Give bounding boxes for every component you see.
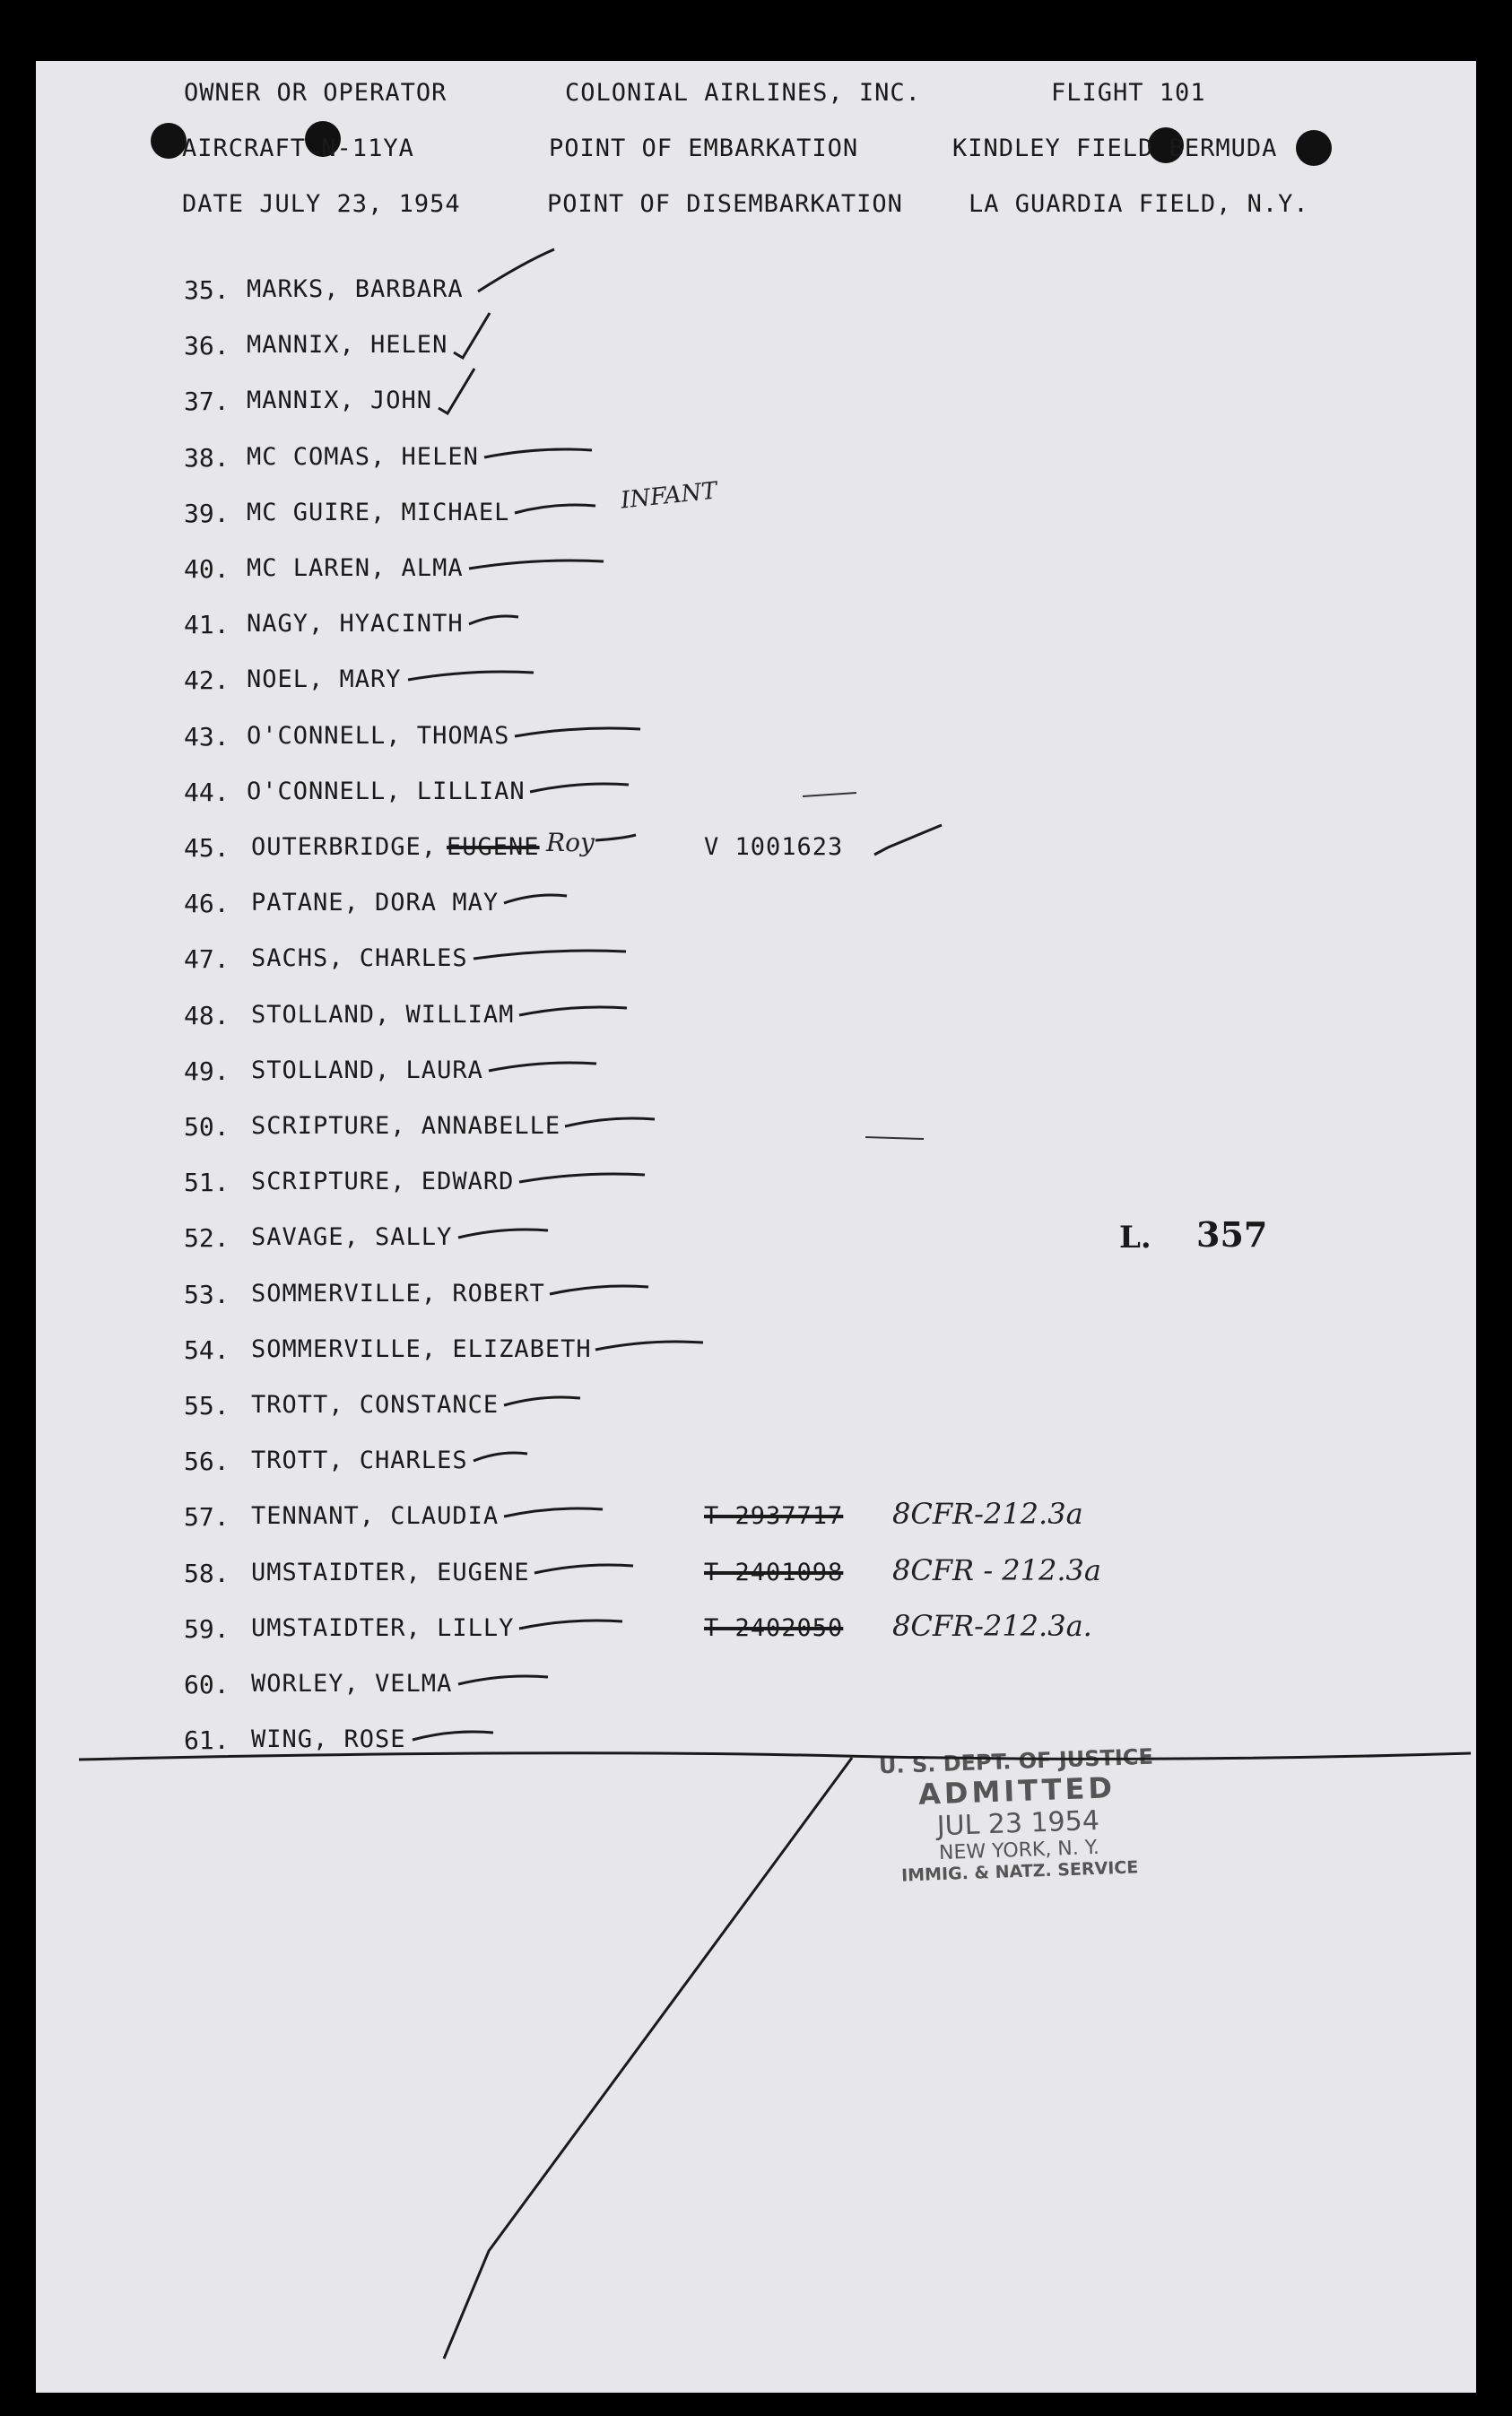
row-number: 40.: [184, 554, 230, 584]
tally-mark: [413, 1732, 493, 1740]
row-number: 39.: [184, 499, 230, 528]
passenger-name: MC GUIRE, MICHAEL: [247, 499, 510, 526]
tally-mark: [550, 1286, 648, 1294]
passenger-name: PATANE, DORA MAY: [251, 889, 500, 917]
struck-given-name: EUGENE: [447, 833, 540, 861]
row-number: 57.: [184, 1502, 230, 1532]
tally-mark: [595, 835, 636, 840]
embarkation-label: POINT OF EMBARKATION: [549, 135, 859, 162]
disembarkation-value: LA GUARDIA FIELD, N.Y.: [969, 190, 1309, 218]
check-mark: [874, 825, 942, 855]
row-number: 44.: [184, 778, 230, 807]
passenger-name: TROTT, CHARLES: [251, 1447, 468, 1474]
row-number: 58.: [184, 1559, 230, 1588]
row-number: 53.: [184, 1280, 230, 1309]
tally-mark: [504, 895, 567, 903]
passenger-name: SACHS, CHARLES: [251, 944, 468, 972]
tally-mark: [474, 951, 626, 959]
passenger-name: O'CONNELL, LILLIAN: [247, 778, 526, 805]
row-number: 51.: [184, 1168, 230, 1197]
passenger-name: NAGY, HYACINTH: [247, 610, 464, 638]
regulation-note: 8CFR-212.3a: [892, 1497, 1083, 1531]
tally-mark: [504, 1397, 580, 1405]
regulation-note: 8CFR-212.3a.: [892, 1609, 1092, 1643]
struck-document-number: T 2937717: [704, 1502, 844, 1530]
aircraft-id: AIRCRAFT N-11YA: [182, 135, 414, 162]
infant-annotation: INFANT: [619, 477, 718, 515]
passenger-name: STOLLAND, WILLIAM: [251, 1001, 515, 1029]
tally-mark: [519, 1174, 645, 1182]
passenger-name: SCRIPTURE, ANNABELLE: [251, 1112, 561, 1140]
passenger-name: NOEL, MARY: [247, 665, 402, 693]
passenger-name: WING, ROSE: [251, 1725, 406, 1753]
row-number: 38.: [184, 443, 230, 473]
tally-mark: [408, 672, 534, 680]
owner-label: OWNER OR OPERATOR: [184, 79, 448, 107]
tally-mark: [515, 728, 640, 736]
document-number: V 1001623: [704, 833, 844, 861]
tally-mark: [519, 1007, 627, 1015]
passenger-name: MC COMAS, HELEN: [247, 443, 479, 471]
struck-document-number: T 2402050: [704, 1614, 844, 1642]
row-number: 35.: [184, 275, 230, 305]
row-number: 37.: [184, 387, 230, 416]
stamp-status: ADMITTED: [917, 1770, 1117, 1812]
manifest-date: DATE JULY 23, 1954: [182, 190, 461, 218]
row-number: 42.: [184, 665, 230, 695]
row-number: 46.: [184, 889, 230, 918]
tally-mark: [474, 1453, 527, 1461]
margin-dash: [803, 793, 924, 1139]
passenger-name: WORLEY, VELMA: [251, 1670, 453, 1698]
row-number: 36.: [184, 331, 230, 361]
stamp-city: NEW YORK, N. Y.: [938, 1836, 1100, 1865]
diagonal-line: [444, 1758, 852, 2359]
tally-mark: [595, 1342, 703, 1350]
tally-mark: [484, 449, 592, 457]
tally-mark: [530, 784, 629, 792]
struck-document-number: T 2401098: [704, 1559, 844, 1586]
passenger-name: MANNIX, HELEN: [247, 331, 448, 359]
tally-mark: [504, 1508, 603, 1517]
tally-mark: [534, 1565, 633, 1573]
tally-mark: [519, 1621, 622, 1629]
tally-mark: [458, 1676, 548, 1684]
regulation-note: 8CFR - 212.3a: [892, 1553, 1101, 1587]
flight-number: FLIGHT 101: [1051, 79, 1206, 107]
page-mark: L.: [1119, 1220, 1151, 1256]
row-number: 49.: [184, 1056, 230, 1086]
row-number: 61.: [184, 1725, 230, 1755]
stamp-agency: U. S. DEPT. OF JUSTICE: [878, 1743, 1154, 1779]
tally-mark: [458, 1230, 548, 1238]
disembarkation-label: POINT OF DISEMBARKATION: [547, 190, 903, 218]
passenger-name: TENNANT, CLAUDIA: [251, 1502, 500, 1530]
tally-mark: [515, 505, 595, 513]
tally-mark: [469, 561, 604, 569]
row-number: 48.: [184, 1001, 230, 1030]
tally-mark: [454, 313, 490, 358]
row-number: 43.: [184, 722, 230, 752]
tally-mark: [489, 1063, 596, 1071]
passenger-name: TROTT, CONSTANCE: [251, 1391, 500, 1419]
passenger-name: SAVAGE, SALLY: [251, 1223, 453, 1251]
passenger-name: STOLLAND, LAURA: [251, 1056, 483, 1084]
row-number: 47.: [184, 944, 230, 974]
page-number: 357: [1196, 1214, 1268, 1255]
horizontal-rule: [79, 1753, 1471, 1760]
tally-mark: [478, 249, 554, 291]
row-number: 45.: [184, 833, 230, 863]
passenger-name: O'CONNELL, THOMAS: [247, 722, 510, 750]
tally-mark: [565, 1118, 655, 1126]
passenger-name: MC LAREN, ALMA: [247, 554, 464, 582]
passenger-name: SCRIPTURE, EDWARD: [251, 1168, 515, 1195]
handwritten-given-name: Roy: [546, 828, 595, 857]
row-number: 59.: [184, 1614, 230, 1644]
passenger-name: MARKS, BARBARA: [247, 275, 464, 303]
row-number: 60.: [184, 1670, 230, 1699]
tally-mark: [469, 616, 518, 624]
stamp-service: IMMIG. & NATZ. SERVICE: [900, 1857, 1139, 1886]
tally-mark: [439, 369, 474, 413]
row-number: 55.: [184, 1391, 230, 1421]
passenger-name: UMSTAIDTER, LILLY: [251, 1614, 515, 1642]
passenger-name: SOMMERVILLE, ROBERT: [251, 1280, 545, 1308]
airline-name: COLONIAL AIRLINES, INC.: [565, 79, 921, 107]
passenger-name: UMSTAIDTER, EUGENE: [251, 1559, 530, 1586]
passenger-name: OUTERBRIDGE,: [251, 833, 438, 861]
embarkation-value: KINDLEY FIELD BERMUDA: [952, 135, 1278, 162]
row-number: 56.: [184, 1447, 230, 1476]
stamp-date: JUL 23 1954: [936, 1804, 1100, 1843]
row-number: 52.: [184, 1223, 230, 1253]
row-number: 50.: [184, 1112, 230, 1142]
row-number: 54.: [184, 1335, 230, 1365]
passenger-name: MANNIX, JOHN: [247, 387, 433, 414]
passenger-name: SOMMERVILLE, ELIZABETH: [251, 1335, 592, 1363]
row-number: 41.: [184, 610, 230, 639]
